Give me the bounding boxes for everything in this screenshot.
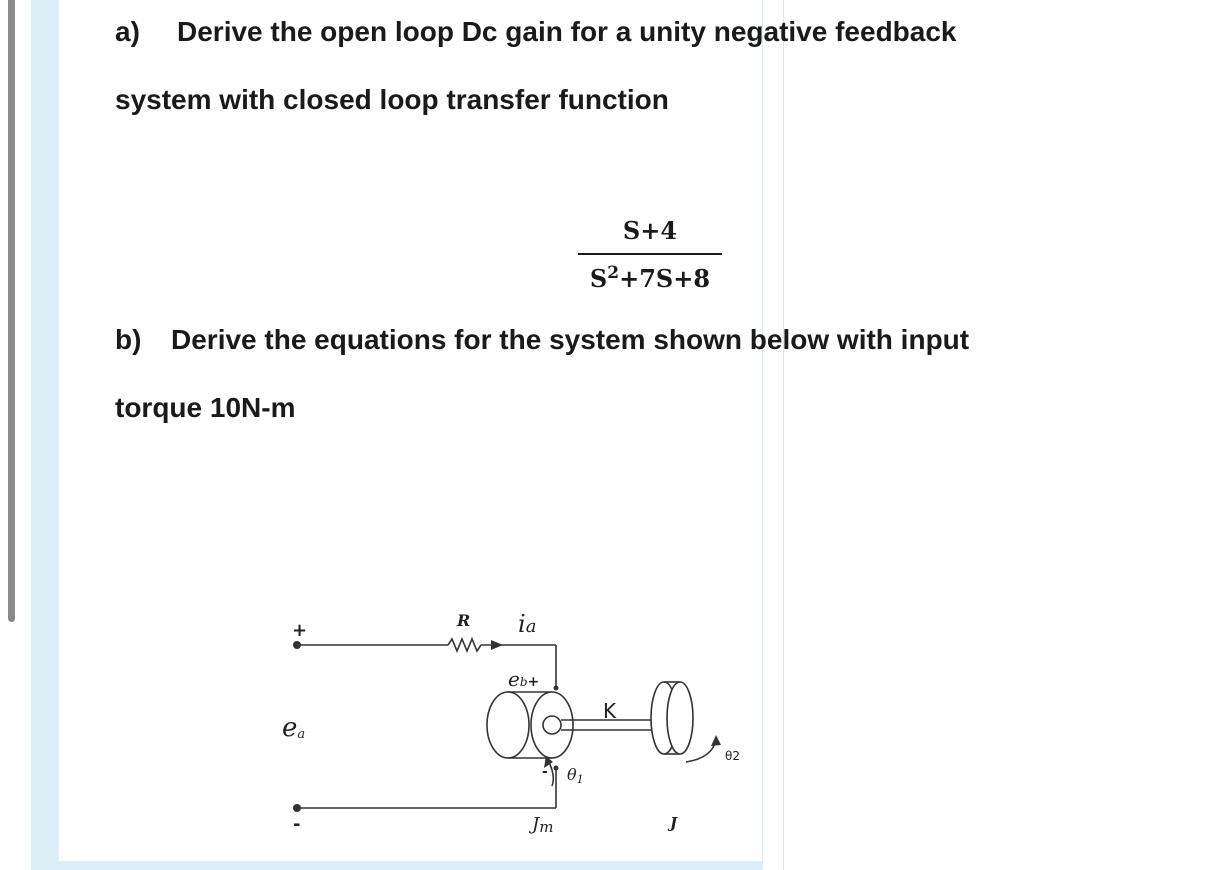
- j-label: J: [670, 814, 678, 832]
- jm-main: J: [532, 814, 540, 835]
- terminal-plus: [293, 641, 301, 649]
- brush-top: [554, 686, 559, 691]
- load-disk-front: [667, 682, 693, 754]
- tf-denominator-rest: +7S+8: [619, 264, 711, 293]
- question-b-text: Derive the equations for the system shown below with input: [171, 324, 970, 355]
- eb-plus: +: [527, 674, 540, 690]
- question-b-label: b): [115, 324, 142, 355]
- minus-sign: -: [293, 814, 301, 835]
- terminal-minus: [293, 804, 301, 812]
- eb-sub: b: [519, 675, 528, 689]
- question-a-line2: system with closed loop transfer function: [115, 84, 669, 115]
- current-arrow-icon: [491, 640, 503, 650]
- question-a-line1: [115, 16, 957, 48]
- current-main: i: [518, 610, 526, 638]
- resistor-symbol: [448, 639, 481, 651]
- motor-body-front: [531, 692, 573, 758]
- spring-label: K: [603, 699, 617, 723]
- scrollbar-thumb[interactable]: [8, 0, 15, 622]
- ea-label: [282, 713, 305, 743]
- brush-bottom: [554, 766, 559, 771]
- plus-sign: +: [292, 620, 308, 641]
- question-a-text: Derive the open loop Dc gain for a unity negative feedback: [177, 16, 957, 47]
- eb-minus: -: [542, 764, 548, 780]
- theta2-rotation-arrow: [686, 740, 716, 762]
- current-sub: a: [525, 616, 537, 637]
- motor-body-back: [487, 692, 529, 758]
- current-label: [518, 610, 536, 638]
- tf-numerator: S+4: [622, 216, 678, 245]
- theta1-label: [567, 765, 584, 786]
- theta1-main: θ: [567, 765, 577, 784]
- theta1-sub: 1: [576, 773, 584, 786]
- tf-fraction-bar: [578, 253, 722, 255]
- motor-circuit-diagram: [270, 590, 790, 850]
- theta2-label: θ2: [725, 749, 740, 763]
- transfer-function: [578, 215, 722, 295]
- tf-denominator-base: S: [589, 264, 608, 293]
- question-a-label: a): [115, 16, 140, 47]
- scrollbar-track[interactable]: [0, 0, 22, 870]
- tf-denominator: [578, 257, 722, 295]
- ea-main: e: [282, 713, 298, 743]
- question-b-line1: [115, 324, 969, 356]
- resistor-label: R: [457, 611, 471, 630]
- ea-sub: a: [297, 727, 306, 742]
- jm-label: [528, 814, 553, 836]
- theta2-arrow-head-icon: [711, 735, 721, 746]
- eb-label: [508, 667, 539, 691]
- tf-denominator-exponent: 2: [607, 263, 620, 283]
- question-b-line2: torque 10N-m: [115, 392, 296, 423]
- jm-sub: m: [539, 818, 554, 836]
- eb-main: e: [508, 667, 520, 691]
